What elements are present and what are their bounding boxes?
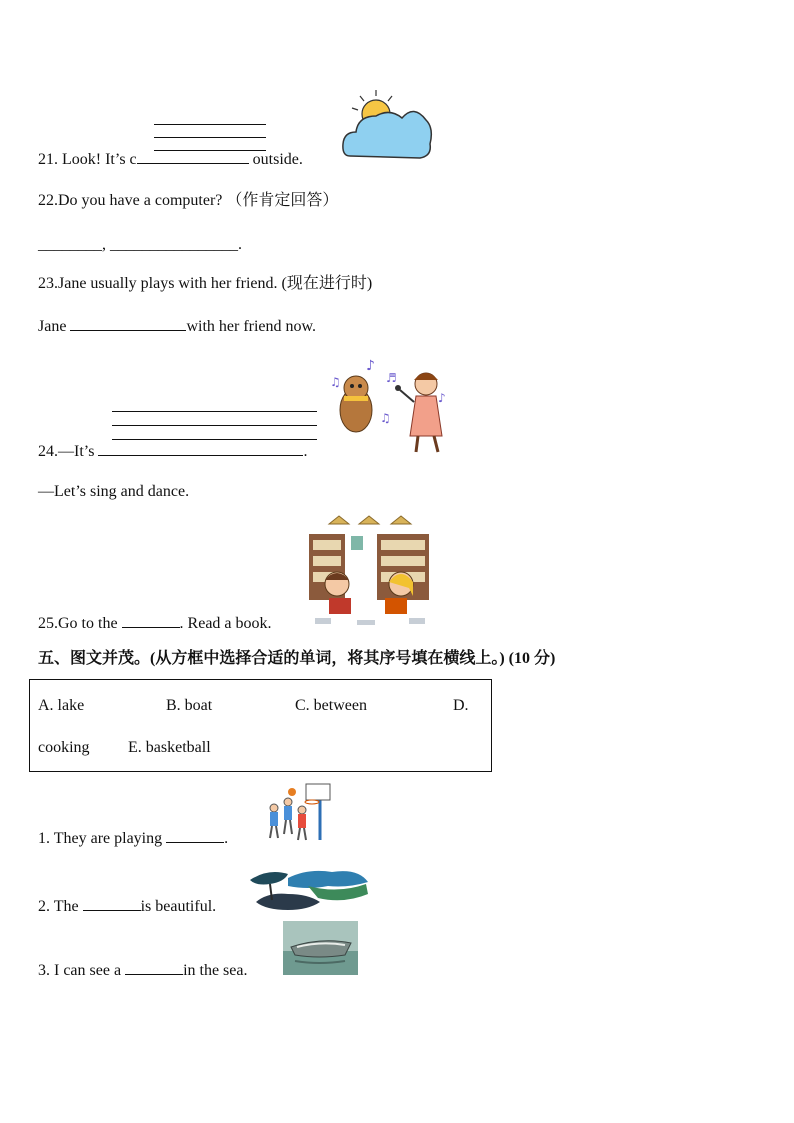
q24-answer-blank[interactable] xyxy=(98,441,303,456)
option-d: D. xyxy=(453,697,469,714)
item-1-prefix: 1. They are playing xyxy=(38,830,163,847)
q22-answer-line[interactable]: ________, ________________. xyxy=(38,236,242,253)
q21-blank-line-2 xyxy=(154,137,266,138)
q24-blank-line-1 xyxy=(112,411,317,412)
library-reading-picture xyxy=(305,514,435,630)
word-bank-box xyxy=(29,679,492,772)
lake-picture xyxy=(248,864,372,912)
q23-suffix: with her friend now. xyxy=(186,318,317,335)
item-3-suffix: in the sea. xyxy=(183,962,248,979)
item-3-answer-blank[interactable] xyxy=(125,960,183,975)
option-a: A. lake xyxy=(38,697,85,714)
q24-blank-line-3 xyxy=(112,439,317,440)
q25-answer-blank[interactable] xyxy=(122,613,180,628)
item-2-line xyxy=(38,896,216,917)
item-3-line xyxy=(38,960,247,981)
item-1-line xyxy=(38,828,228,849)
q23-question: 23.Jane usually plays with her friend. (现在进行时) xyxy=(38,275,373,292)
item-2-answer-blank[interactable] xyxy=(83,896,141,911)
basketball-picture xyxy=(262,782,332,842)
q24-reply: —Let’s sing and dance. xyxy=(38,483,190,500)
q22-question: 22.Do you have a computer? （作肯定回答） xyxy=(38,192,339,209)
q23-answer-blank[interactable] xyxy=(70,316,186,331)
boat-picture xyxy=(283,921,358,975)
svg-text:♪: ♪ xyxy=(438,391,446,405)
q24-line xyxy=(38,441,307,462)
q24-prefix: 24.—It’s xyxy=(38,443,95,460)
q21-line xyxy=(38,149,303,170)
q21-suffix: outside. xyxy=(252,151,303,168)
q24-blank-line-2 xyxy=(112,425,317,426)
q21-blank-line-1 xyxy=(154,124,266,125)
option-e: E. basketball xyxy=(128,739,211,756)
q23-line xyxy=(38,316,316,337)
svg-text:♫: ♫ xyxy=(330,375,341,389)
section-5-heading: 五、图文并茂。(从方框中选择合适的单词，将其序号填在横线上。) (10 分) xyxy=(38,650,556,667)
item-1-answer-blank[interactable] xyxy=(166,828,224,843)
option-c: C. between xyxy=(295,697,367,714)
q24-suffix: . xyxy=(303,443,308,460)
q25-prefix: 25.Go to the xyxy=(38,615,118,632)
item-2-prefix: 2. The xyxy=(38,898,79,915)
item-1-suffix: . xyxy=(224,830,229,847)
svg-text:♫: ♫ xyxy=(380,411,391,425)
q23-prefix: Jane xyxy=(38,318,67,335)
cloudy-weather-icon xyxy=(340,86,434,164)
option-d-continued: cooking xyxy=(38,739,90,756)
q21-answer-blank[interactable] xyxy=(137,149,249,164)
item-2-suffix: is beautiful. xyxy=(140,898,217,915)
q21-prefix: 21. Look! It’s c xyxy=(38,151,137,168)
option-b: B. boat xyxy=(166,697,213,714)
q25-line xyxy=(38,613,272,634)
item-3-prefix: 3. I can see a xyxy=(38,962,122,979)
svg-text:♬: ♬ xyxy=(386,371,397,385)
svg-text:♪: ♪ xyxy=(366,358,375,374)
singing-children-picture xyxy=(326,352,458,456)
q25-suffix: . Read a book. xyxy=(179,615,272,632)
